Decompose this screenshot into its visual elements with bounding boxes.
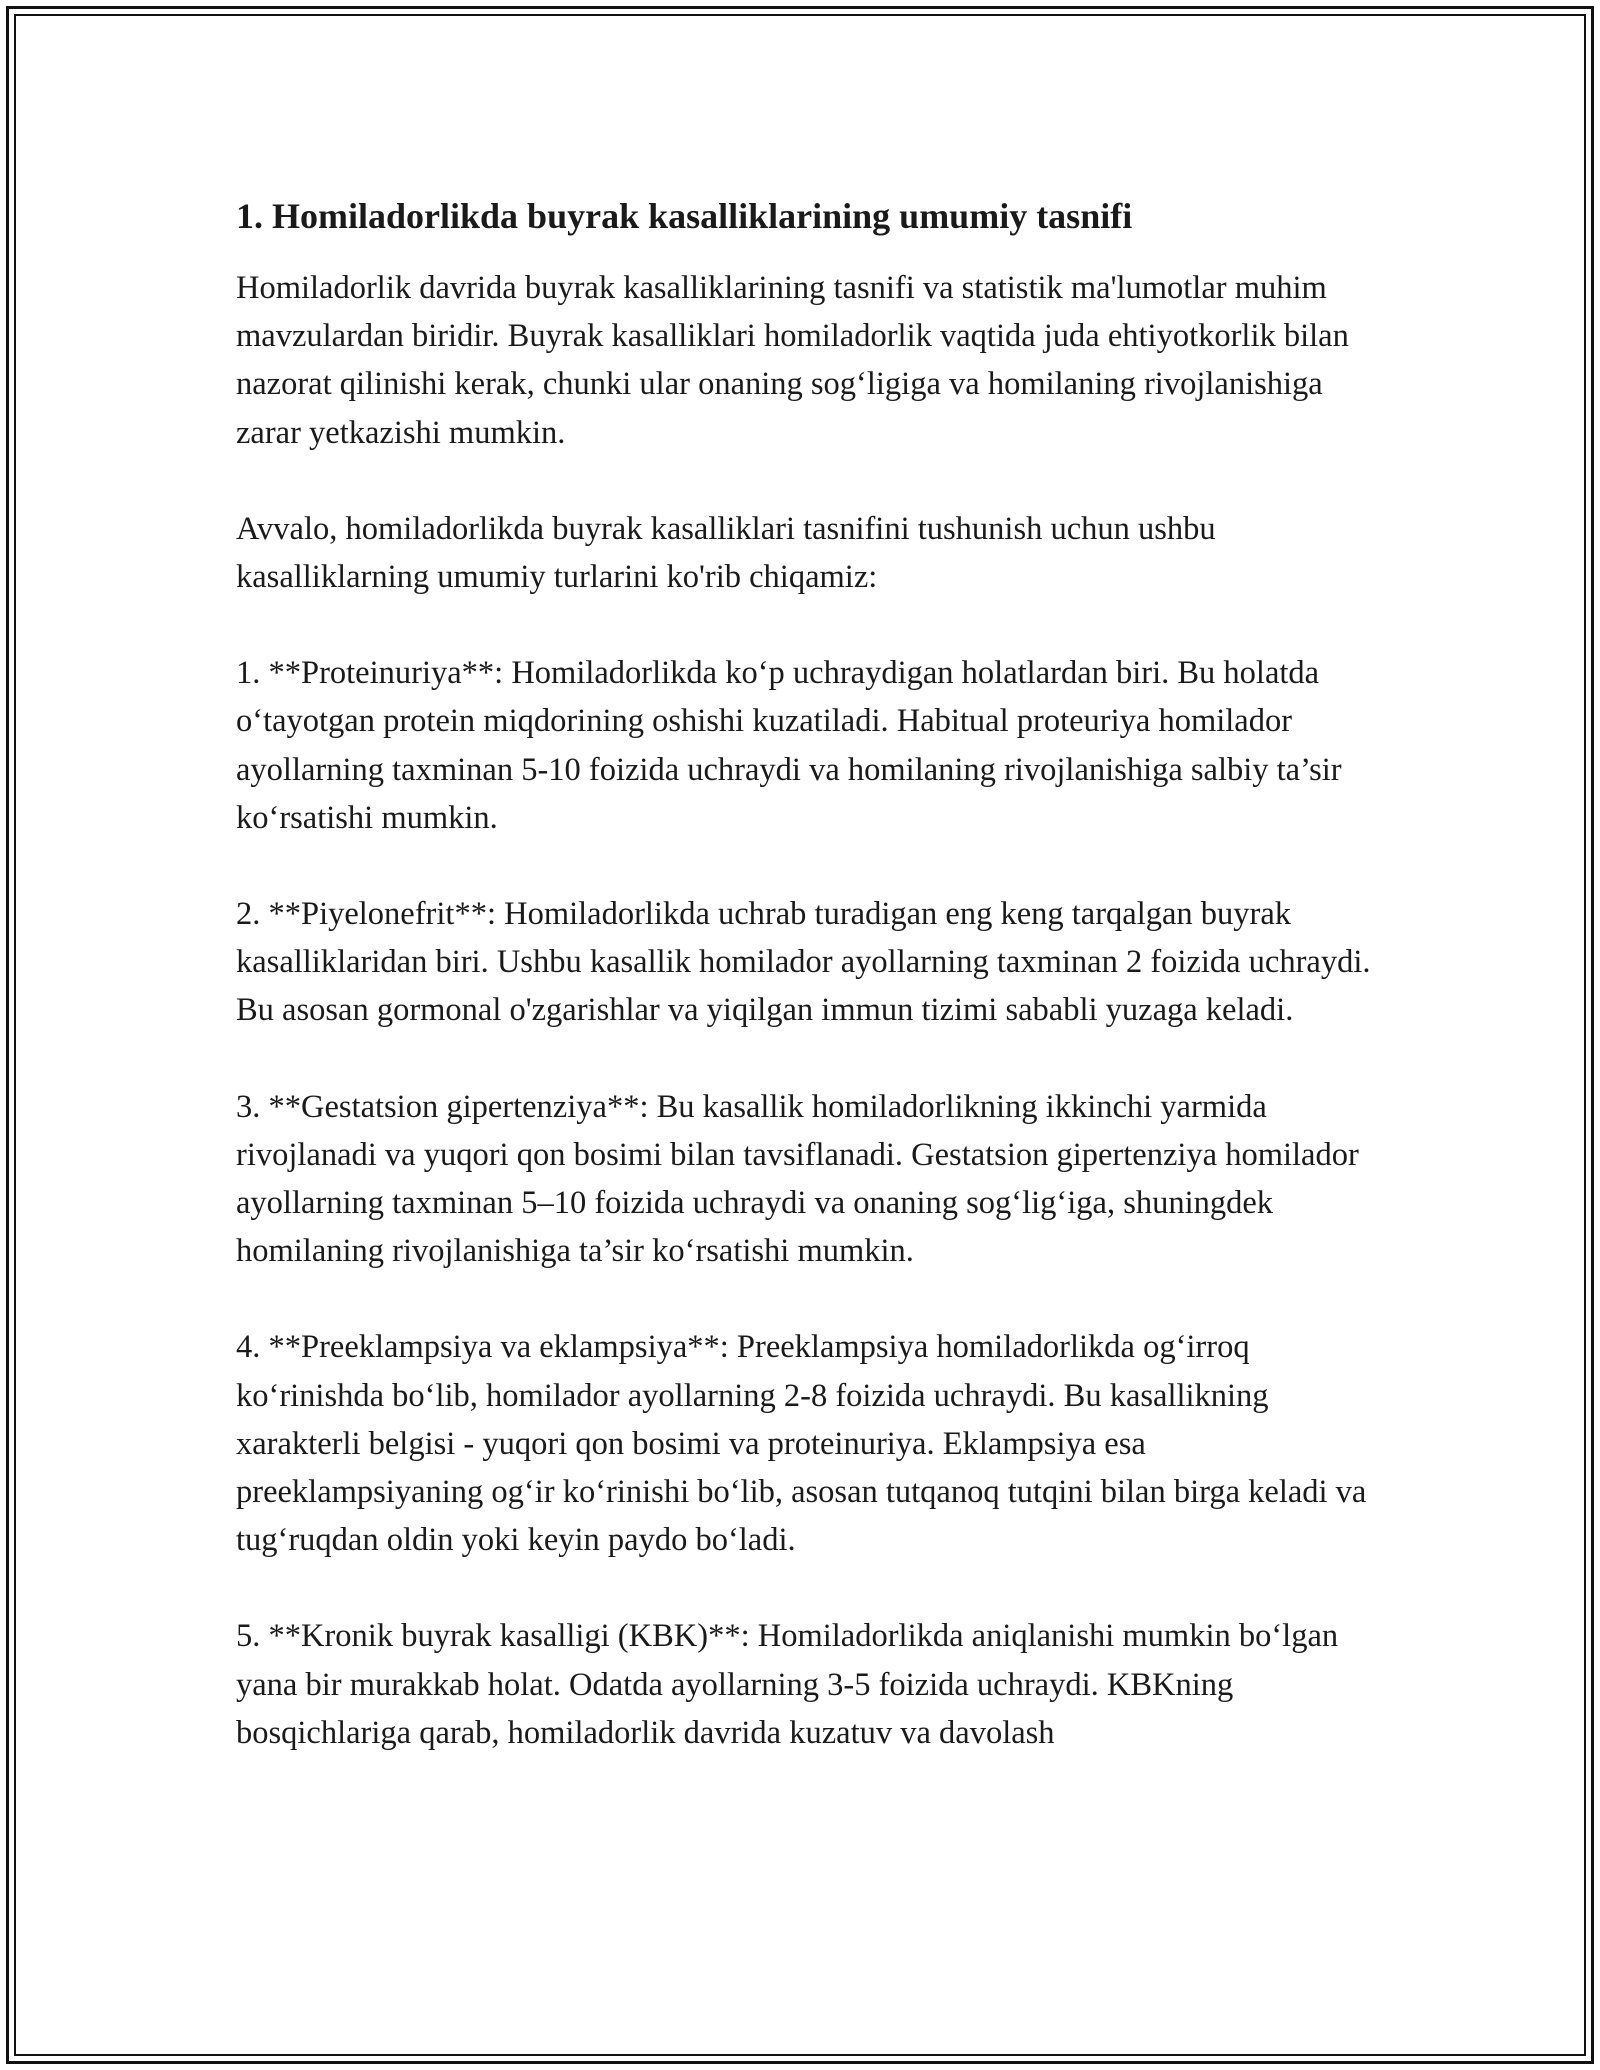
list-item-kronik-buyrak-kasalligi: 5. **Kronik buyrak kasalligi (KBK)**: Homiladorlikda aniqlanishi mumkin bo‘lgan yana bir murakkab holat. Odatda ayollarning 3-5 foizida uchraydi. KBKning bosqichlariga qarab, homiladorlik davrida kuzatuv va davolash (236, 1618, 1339, 1751)
list-item-gestatsion-gipertenziya: 3. **Gestatsion gipertenziya**: Bu kasallik homiladorlikning ikkinchi yarmida rivojlanadi va yuqori qon bosimi bilan tavsiflanadi. Gestatsion gipertenziya homilador ayollarning taxminan 5–10 foizida uchraydi va onaning sog‘lig‘iga, shuningdek homilaning rivojlanishiga ta’sir ko‘rsatishi mumkin. (236, 1088, 1359, 1270)
document-body (236, 188, 1376, 1757)
list-item-preeklampsiya: 4. **Preeklampsiya va eklampsiya**: Preeklampsiya homiladorlikda og‘irroq ko‘rinishda bo‘lib, homilador ayollarning 2-8 foizida uchraydi. Bu kasallikning xarakterli belgisi - yuqori qon bosimi va proteinuriya. Eklampsiya esa preeklampsiyaning og‘ir ko‘rinishi bo‘lib, asosan tutqanoq tutqini bilan birga keladi va tug‘ruqdan oldin yoki keyin paydo bo‘ladi. (236, 1329, 1367, 1559)
list-item-piyelonefrit: 2. **Piyelonefrit**: Homiladorlikda uchrab turadigan eng keng tarqalgan buyrak kasalliklaridan biri. Ushbu kasallik homilador ayollarning taxminan 2 foizida uchraydi. Bu asosan gormonal o'zgarishlar va yiqilgan immun tizimi sababli yuzaga keladi. (236, 896, 1371, 1029)
paragraph-intro: Homiladorlik davrida buyrak kasalliklarining tasnifi va statistik ma'lumotlar muhim mavzulardan biridir. Buyrak kasalliklari homiladorlik vaqtida juda ehtiyotkorlik bilan nazorat qilinishi kerak, chunki ular onaning sog‘ligiga va homilaning rivojlanishiga zarar yetkazishi mumkin. (236, 270, 1349, 451)
list-item-proteinuriya: 1. **Proteinuriya**: Homiladorlikda ko‘p uchraydigan holatlardan biri. Bu holatda o‘tayotgan protein miqdorining oshishi kuzatiladi. Habitual proteuriya homilador ayollarning taxminan 5-10 foizida uchraydi va homilaning rivojlanishiga salbiy ta’sir ko‘rsatishi mumkin. (236, 655, 1342, 836)
paragraph-overview: Avvalo, homiladorlikda buyrak kasalliklari tasnifini tushunish uchun ushbu kasalliklarning umumiy turlarini ko'rib chiqamiz: (236, 510, 1216, 596)
section-heading: 1. Homiladorlikda buyrak kasalliklarining umumiy tasnifi (236, 196, 1133, 236)
